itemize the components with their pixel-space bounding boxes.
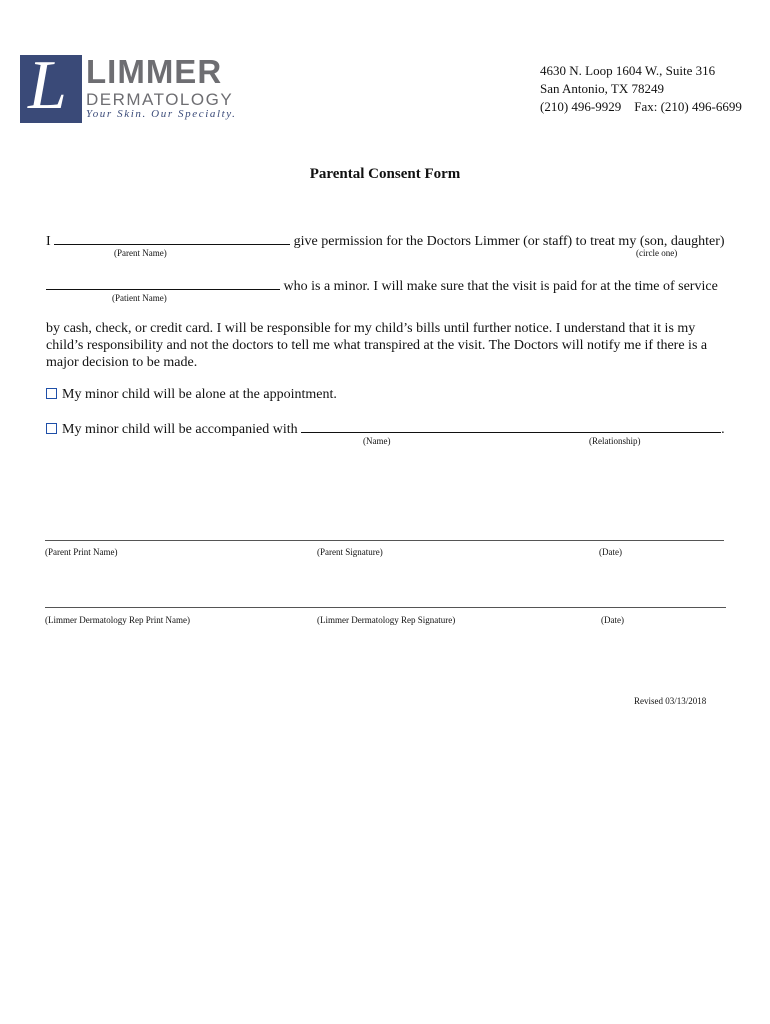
option-alone-text: My minor child will be alone at the appointment. xyxy=(62,387,337,402)
patient-name-field[interactable] xyxy=(46,276,280,290)
practice-address xyxy=(540,62,742,116)
parent-print-name-label: (Parent Print Name) xyxy=(45,547,118,557)
parent-name-label: (Parent Name) xyxy=(114,248,167,258)
rep-date-label: (Date) xyxy=(601,615,624,625)
option-alone xyxy=(46,386,337,403)
consent-prefix: I xyxy=(46,234,51,249)
consent-paragraph: by cash, check, or credit card. I will be responsible for my child’s bills until further notice. I understand that it is my child’s responsibility and not the doctors to tell me what transpired at the visit. The Doctors will notify me if there is a major decision to be made. xyxy=(46,321,708,370)
logo-name: LIMMER xyxy=(86,53,223,90)
patient-name-label: (Patient Name) xyxy=(112,293,167,303)
rep-signature-label: (Limmer Dermatology Rep Signature) xyxy=(317,615,456,625)
parent-signature-label: (Parent Signature) xyxy=(317,547,383,557)
parent-date-label: (Date) xyxy=(599,547,622,557)
consent-line-1-text: give permission for the Doctors Limmer (or staff) to treat my (son, daughter) xyxy=(293,234,725,249)
companion-field[interactable] xyxy=(301,419,721,433)
logo-tagline: Your Skin. Our Specialty. xyxy=(86,108,237,120)
logo-letter: L xyxy=(28,47,67,124)
parent-signature-line[interactable] xyxy=(45,540,724,541)
revised-date: Revised 03/13/2018 xyxy=(634,696,707,706)
form-title: Parental Consent Form xyxy=(309,166,461,182)
address-line-1: 4630 N. Loop 1604 W., Suite 316 xyxy=(540,63,716,78)
alone-checkbox[interactable] xyxy=(46,388,57,399)
circle-one-label: (circle one) xyxy=(636,248,678,258)
address-line-2: San Antonio, TX 78249 xyxy=(540,81,664,96)
companion-relationship-label: (Relationship) xyxy=(589,436,641,446)
consent-line-2-text: who is a minor. I will make sure that the visit is paid for at the time of service xyxy=(283,279,718,294)
logo-subtitle: DERMATOLOGY xyxy=(86,90,234,109)
companion-name-label: (Name) xyxy=(363,436,391,446)
limmer-logo xyxy=(20,47,260,127)
parent-name-field[interactable] xyxy=(54,231,290,245)
rep-print-name-label: (Limmer Dermatology Rep Print Name) xyxy=(45,615,190,625)
accompanied-checkbox[interactable] xyxy=(46,423,57,434)
logo-emblem xyxy=(20,47,82,124)
address-phone-fax: (210) 496-9929 Fax: (210) 496-6699 xyxy=(540,99,742,114)
option-period: . xyxy=(721,422,725,437)
option-accompanied-text: My minor child will be accompanied with xyxy=(62,422,298,437)
rep-signature-line[interactable] xyxy=(45,607,726,608)
